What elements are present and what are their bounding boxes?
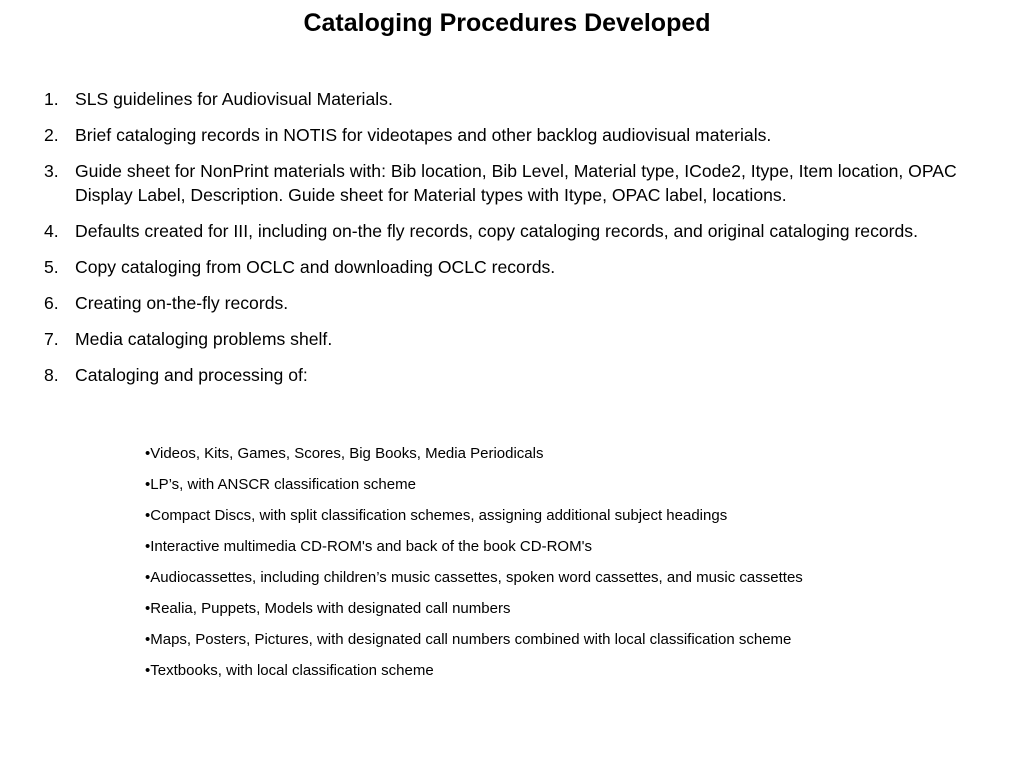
item-text: Defaults created for III, including on-the fly records, copy cataloging records, and original cataloging records. bbox=[75, 220, 918, 241]
item-number: 8. bbox=[44, 364, 59, 385]
slide-title: Cataloging Procedures Developed bbox=[303, 9, 711, 37]
sublist-item: •Interactive multimedia CD-ROM's and back of the book CD-ROM's bbox=[145, 538, 592, 555]
sublist-item: •Maps, Posters, Pictures, with designated call numbers combined with local classification scheme bbox=[145, 631, 792, 648]
item-text: Creating on-the-fly records. bbox=[75, 292, 289, 313]
list-item bbox=[44, 292, 974, 316]
sublist-item: •Audiocassettes, including children’s music cassettes, spoken word cassettes, and music cassettes bbox=[145, 569, 803, 586]
item-text: Copy cataloging from OCLC and downloading OCLC records. bbox=[75, 256, 556, 277]
sublist-item: •Realia, Puppets, Models with designated call numbers bbox=[145, 600, 511, 617]
list-item bbox=[44, 124, 974, 148]
item-text: Cataloging and processing of: bbox=[75, 364, 308, 385]
sublist-item: •Compact Discs, with split classification schemes, assigning additional subject headings bbox=[145, 507, 728, 524]
procedures-list bbox=[44, 88, 974, 400]
list-item bbox=[44, 160, 974, 207]
item-number: 4. bbox=[44, 220, 59, 241]
item-number: 2. bbox=[44, 125, 59, 145]
list-item bbox=[44, 364, 974, 388]
item-number: 5. bbox=[44, 256, 59, 277]
list-item bbox=[44, 256, 974, 280]
item-text: SLS guidelines for Audiovisual Materials. bbox=[75, 89, 393, 109]
materials-sublist bbox=[145, 444, 1005, 692]
sublist-item: •LP’s, with ANSCR classification scheme bbox=[145, 476, 416, 493]
item-text: Media cataloging problems shelf. bbox=[75, 328, 333, 349]
sublist-item: •Textbooks, with local classification scheme bbox=[145, 662, 434, 679]
item-number: 3. bbox=[44, 161, 59, 181]
list-item bbox=[44, 88, 974, 112]
list-item bbox=[44, 220, 974, 244]
item-number: 6. bbox=[44, 292, 59, 313]
item-number: 1. bbox=[44, 89, 59, 109]
sublist-item: •Videos, Kits, Games, Scores, Big Books, Media Periodicals bbox=[145, 445, 544, 462]
item-text: Guide sheet for NonPrint materials with: Bib location, Bib Level, Material type, ICode2, Itype, Item location, OPAC Display Label, Description. Guide sheet for Material types with Itype, OPAC label, locations. bbox=[75, 161, 957, 205]
item-text: Brief cataloging records in NOTIS for videotapes and other backlog audiovisual materials. bbox=[75, 125, 772, 145]
item-number: 7. bbox=[44, 328, 59, 349]
list-item bbox=[44, 328, 974, 352]
